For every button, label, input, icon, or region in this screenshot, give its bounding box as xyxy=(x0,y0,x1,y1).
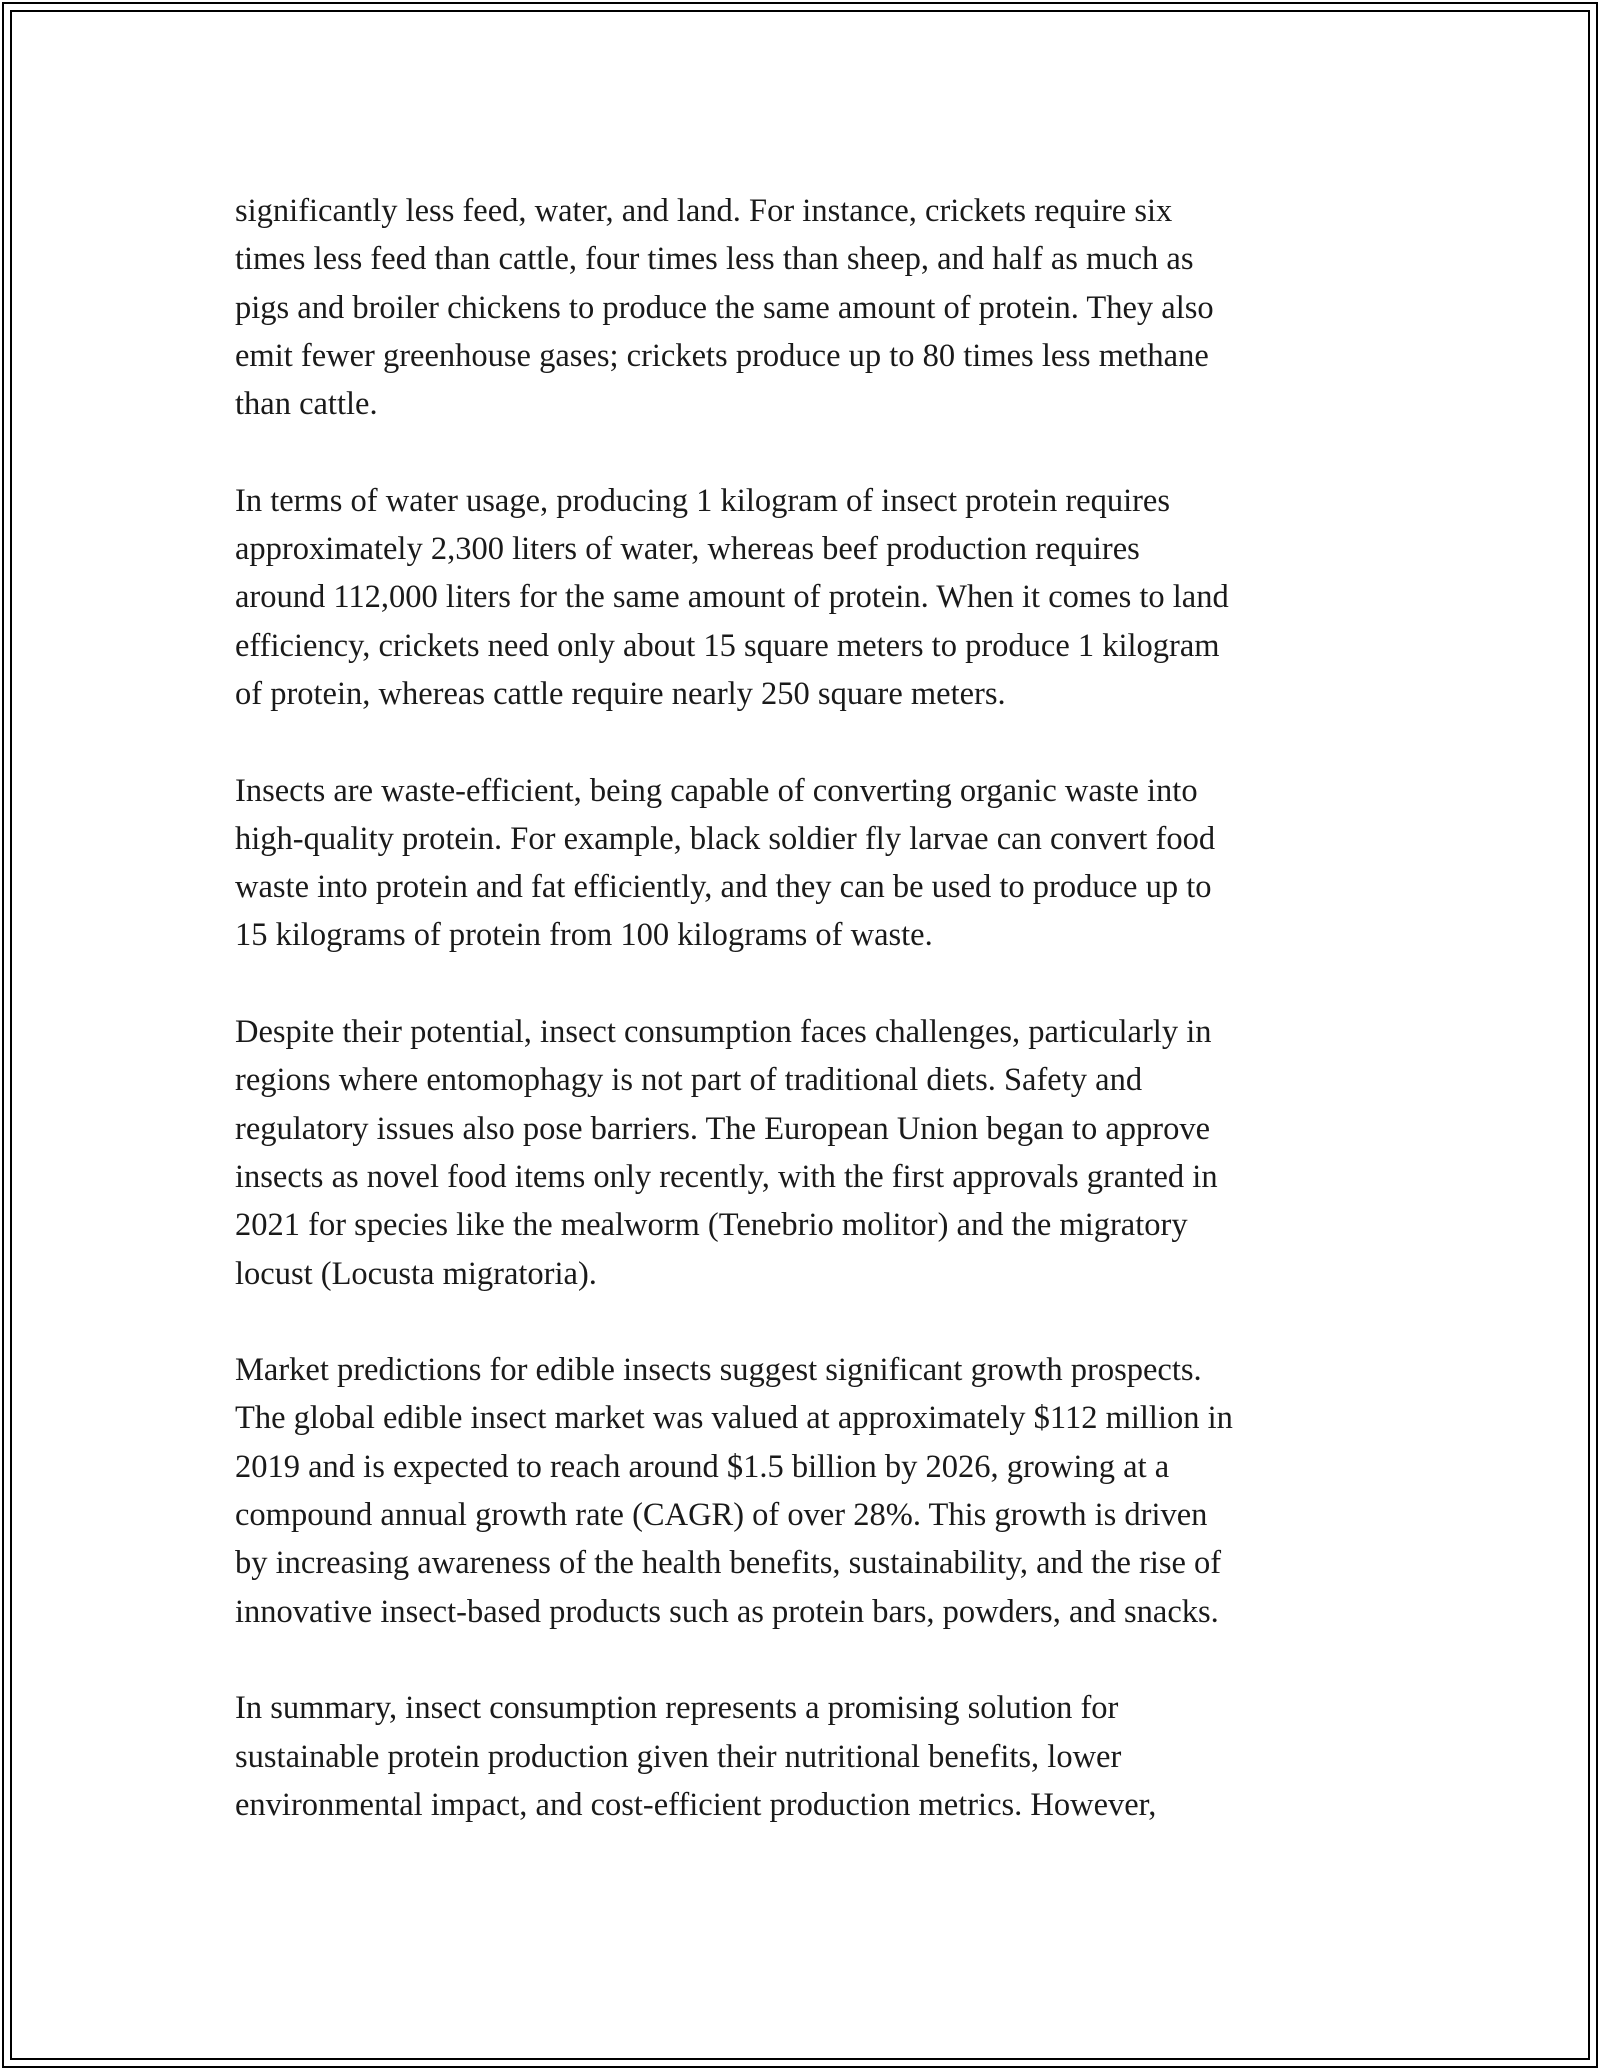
paragraph-water-land-usage xyxy=(235,477,1385,718)
text-line: regions where entomophagy is not part of traditional diets. Safety and xyxy=(235,1062,1143,1099)
text-line: 15 kilograms of protein from 100 kilograms of waste. xyxy=(235,917,933,954)
text-line: innovative insect-based products such as protein bars, powders, and snacks. xyxy=(235,1593,1219,1630)
paragraph-market-predictions xyxy=(235,1346,1385,1636)
text-line: of protein, whereas cattle require nearly 250 square meters. xyxy=(235,675,1006,712)
text-line: locust (Locusta migratoria). xyxy=(235,1255,597,1292)
paragraph-challenges xyxy=(235,1008,1385,1298)
text-line: around 112,000 liters for the same amount of protein. When it comes to land xyxy=(235,579,1229,616)
text-line: insects as novel food items only recently, with the first approvals granted in xyxy=(235,1158,1218,1195)
text-line: The global edible insect market was valued at approximately $112 million in xyxy=(235,1400,1233,1437)
text-line: significantly less feed, water, and land. For instance, crickets require six xyxy=(235,193,1173,229)
text-line: times less feed than cattle, four times less than sheep, and half as much as xyxy=(235,241,1194,278)
text-line: 2019 and is expected to reach around $1.5 billion by 2026, growing at a xyxy=(235,1448,1170,1485)
text-line: 2021 for species like the mealworm (Tenebrio molitor) and the migratory xyxy=(235,1207,1188,1244)
text-line: compound annual growth rate (CAGR) of over 28%. This growth is driven xyxy=(235,1497,1208,1534)
text-line: In summary, insect consumption represents a promising solution for xyxy=(235,1690,1119,1727)
paragraph-waste-efficiency xyxy=(235,767,1385,960)
text-line: Despite their potential, insect consumption faces challenges, particularly in xyxy=(235,1014,1212,1051)
text-line: approximately 2,300 liters of water, whereas beef production requires xyxy=(235,531,1140,568)
text-line: than cattle. xyxy=(235,386,378,423)
text-line: sustainable protein production given their nutritional benefits, lower xyxy=(235,1738,1122,1775)
text-line: In terms of water usage, producing 1 kilogram of insect protein requires xyxy=(235,482,1170,519)
text-line: waste into protein and fat efficiently, and they can be used to produce up to xyxy=(235,869,1212,906)
text-line: regulatory issues also pose barriers. The European Union began to approve xyxy=(235,1110,1211,1147)
text-line: environmental impact, and cost-efficient production metrics. However, xyxy=(235,1786,1157,1823)
text-line: Insects are waste-efficient, being capable of converting organic waste into xyxy=(235,772,1198,809)
text-line: by increasing awareness of the health benefits, sustainability, and the rise of xyxy=(235,1545,1222,1582)
text-line: emit fewer greenhouse gases; crickets produce up to 80 times less methane xyxy=(235,337,1209,374)
paragraph-feed-efficiency xyxy=(235,187,1385,428)
text-line: pigs and broiler chickens to produce the same amount of protein. They also xyxy=(235,289,1214,326)
paragraph-summary xyxy=(235,1684,1385,1829)
text-line: efficiency, crickets need only about 15 square meters to produce 1 kilogram xyxy=(235,627,1220,664)
text-line: high-quality protein. For example, black soldier fly larvae can convert food xyxy=(235,820,1216,857)
text-line: Market predictions for edible insects suggest significant growth prospects. xyxy=(235,1352,1202,1389)
document-body xyxy=(235,187,1385,1877)
